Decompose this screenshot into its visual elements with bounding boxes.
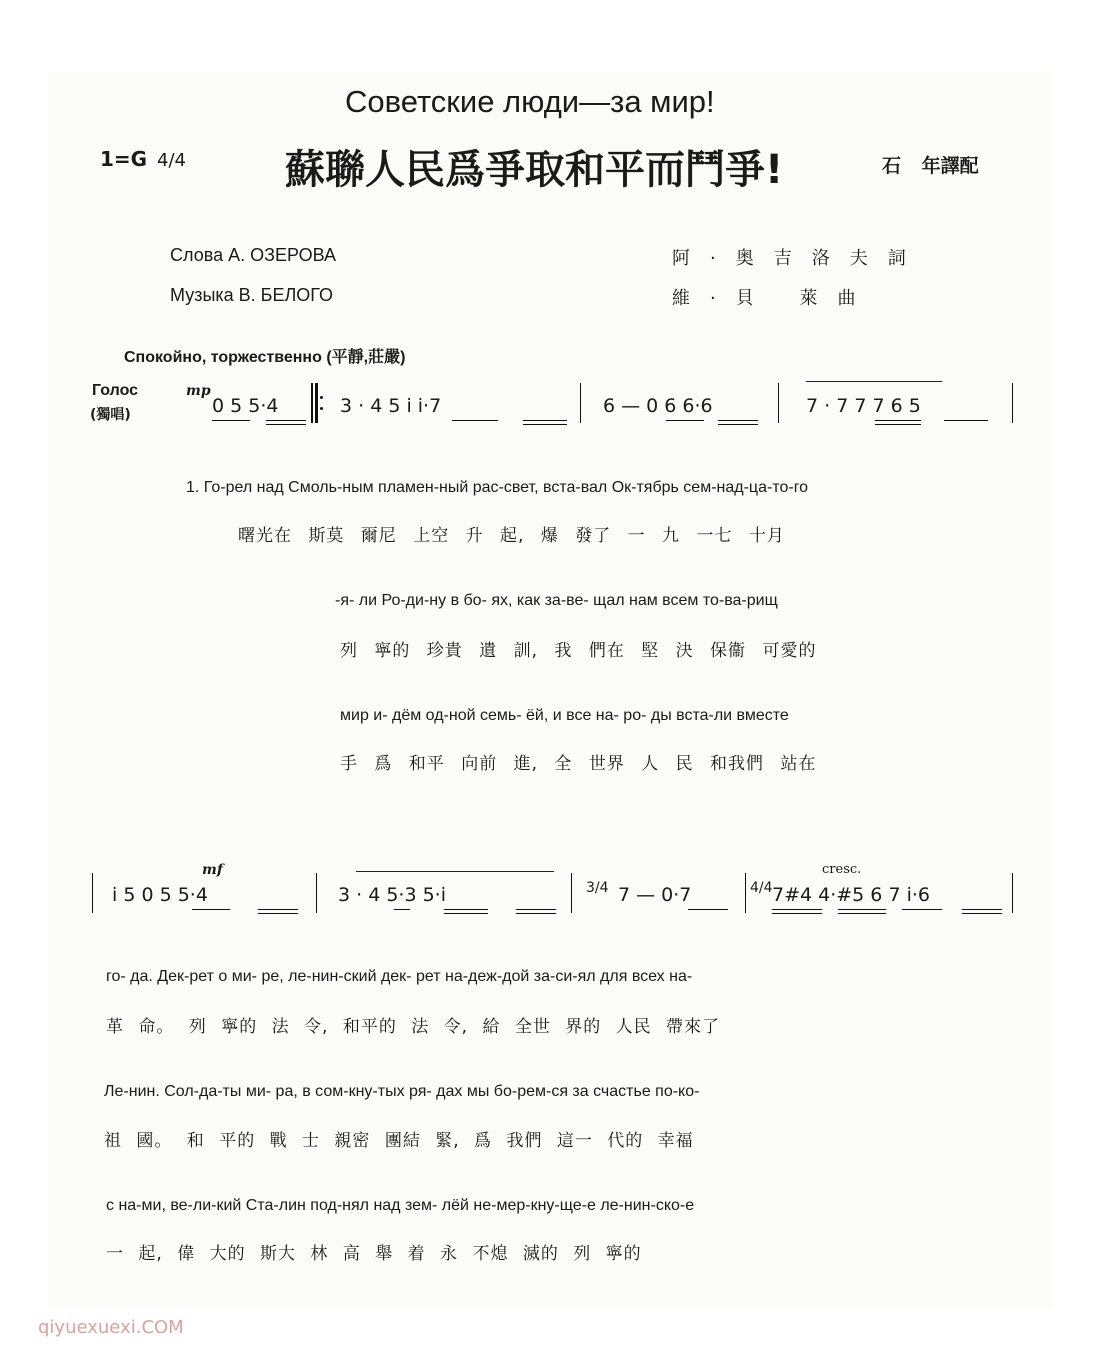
notes-s1m2: 6 — 0 6 6·6	[603, 395, 713, 417]
beam	[666, 420, 704, 421]
beam	[718, 424, 758, 425]
beam	[444, 913, 488, 914]
notes-s2m1: 3 · 4 5·3 5·i̇	[338, 884, 446, 906]
beam	[962, 913, 1002, 914]
beam	[452, 420, 498, 421]
notes-s1m0: 0 5 5·4	[212, 395, 279, 417]
notes-s2m2: 7 — 0·7	[618, 884, 692, 906]
beam	[772, 909, 822, 910]
meter-change-3-4: 3/4	[586, 880, 609, 896]
lyric-ru-line: -я- ли Ро-ди-ну в бо- ях, как за-ве- щал нам всем то-ва-рищ	[335, 592, 778, 609]
beam	[516, 913, 556, 914]
barline	[1012, 873, 1013, 913]
barline	[580, 383, 581, 423]
title-chinese: 蘇聯人民爲爭取和平而鬥爭!	[285, 147, 784, 193]
notes-s1m1: 3 · 4 5 i̇ i̇·7	[340, 395, 442, 417]
repeat-dot	[320, 396, 323, 399]
beam	[394, 909, 410, 910]
lyric-zh-line: 一 起, 偉 大的 斯大 林 高 舉 着 永 不熄 滅的 列 寧的	[106, 1244, 642, 1264]
tempo-marking: Спокойно, торжественно (平靜,莊嚴)	[124, 349, 406, 366]
beam	[838, 913, 886, 914]
beam	[838, 909, 886, 910]
beam	[875, 424, 921, 425]
beam	[944, 420, 988, 421]
lyric-zh-line: 革 命。 列 寧的 法 令, 和平的 法 令, 給 全世 界的 人民 帶來了	[106, 1017, 721, 1037]
composer-russian: Музыка В. БЕЛОГО	[170, 285, 334, 305]
beam	[688, 909, 728, 910]
voice-label: Голос	[92, 382, 139, 399]
lyric-ru-line: го- да. Дек-рет о ми- ре, ле-нин-ский дек- рет на-деж-дой за-си-ял для всех на-	[106, 968, 693, 985]
voice-label-chinese: (獨唱)	[90, 407, 131, 423]
lyric-zh-line: 祖 國。 和 平的 戰 士 親密 團結 緊, 爲 我們 這一 代的 幸福	[104, 1131, 694, 1151]
notes-s2m3: 7#4 4·#5 6 7 i̇·6	[772, 884, 930, 906]
barline	[316, 873, 317, 913]
beam	[258, 909, 298, 910]
dynamic-cresc: cresc.	[822, 862, 862, 877]
notes-s2m0: i̇ 5 0 5 5·4	[112, 884, 208, 906]
lyric-zh-line: 列 寧的 珍貴 遺 訓, 我 們在 堅 決 保衞 可愛的	[340, 641, 817, 661]
time-signature: 4/4	[157, 150, 186, 171]
beam	[875, 420, 921, 421]
barline	[1012, 383, 1013, 423]
translator-credit: 石 年譯配	[882, 155, 979, 177]
lyricist-russian: Слова А. ОЗЕРОВА	[170, 245, 336, 265]
beam	[718, 420, 758, 421]
beam	[266, 424, 306, 425]
beam	[523, 424, 567, 425]
beam	[444, 909, 488, 910]
barline	[778, 383, 779, 423]
repeat-barline-thick	[315, 383, 318, 423]
lyric-zh-line: 手 爲 和平 向前 進, 全 世界 人 民 和我們 站在	[340, 754, 817, 774]
lyric-zh-line: 曙光在 斯莫 爾尼 上空 升 起, 爆 發了 一 九 一七 十月	[238, 526, 785, 546]
repeat-barline	[311, 383, 313, 423]
dynamic-mp: mp	[186, 383, 211, 399]
beam	[962, 909, 1002, 910]
lyric-ru-line: 1. Го-рел над Смоль-ным пламен-ный рас-свет, вста-вал Ок-тябрь сем-над-ца-то-го	[186, 479, 809, 496]
lyric-ru-line: мир и- дём од-ной семь- ёй, и все на- ро- ды вста-ли вместе	[340, 707, 789, 724]
beam	[523, 420, 567, 421]
beam	[902, 909, 942, 910]
repeat-dot	[320, 407, 323, 410]
beam	[516, 909, 556, 910]
barline	[92, 873, 93, 913]
beam	[192, 909, 230, 910]
title-russian: Советские люди—за мир!	[345, 84, 715, 119]
beam	[266, 420, 306, 421]
notes-s1m3: 7 · 7 7 7 6 5	[806, 395, 921, 417]
barline	[745, 873, 746, 913]
beam	[772, 913, 822, 914]
watermark: qiyuexuexi.COM	[38, 1317, 184, 1338]
dynamic-mf: mf	[202, 862, 223, 878]
composer-chinese: 維·貝 萊曲	[672, 288, 876, 309]
lyric-ru-line: Ле-нин. Сол-да-ты ми- ра, в сом-кну-тых ря- дах мы бо-рем-ся за счастье по-ко-	[104, 1083, 700, 1100]
meter-change-4-4: 4/4	[750, 880, 773, 896]
beam	[212, 420, 250, 421]
lyric-ru-line: с на-ми, ве-ли-кий Ста-лин под-нял над зем- лёй не-мер-кну-ще-е ле-нин-ско-е	[106, 1197, 695, 1214]
beam	[258, 913, 298, 914]
slur-line	[806, 381, 942, 382]
barline	[571, 873, 572, 913]
slur-line	[356, 871, 554, 872]
lyricist-chinese: 阿·奥吉洛夫詞	[672, 248, 926, 269]
key-signature: 1=G	[100, 147, 148, 171]
